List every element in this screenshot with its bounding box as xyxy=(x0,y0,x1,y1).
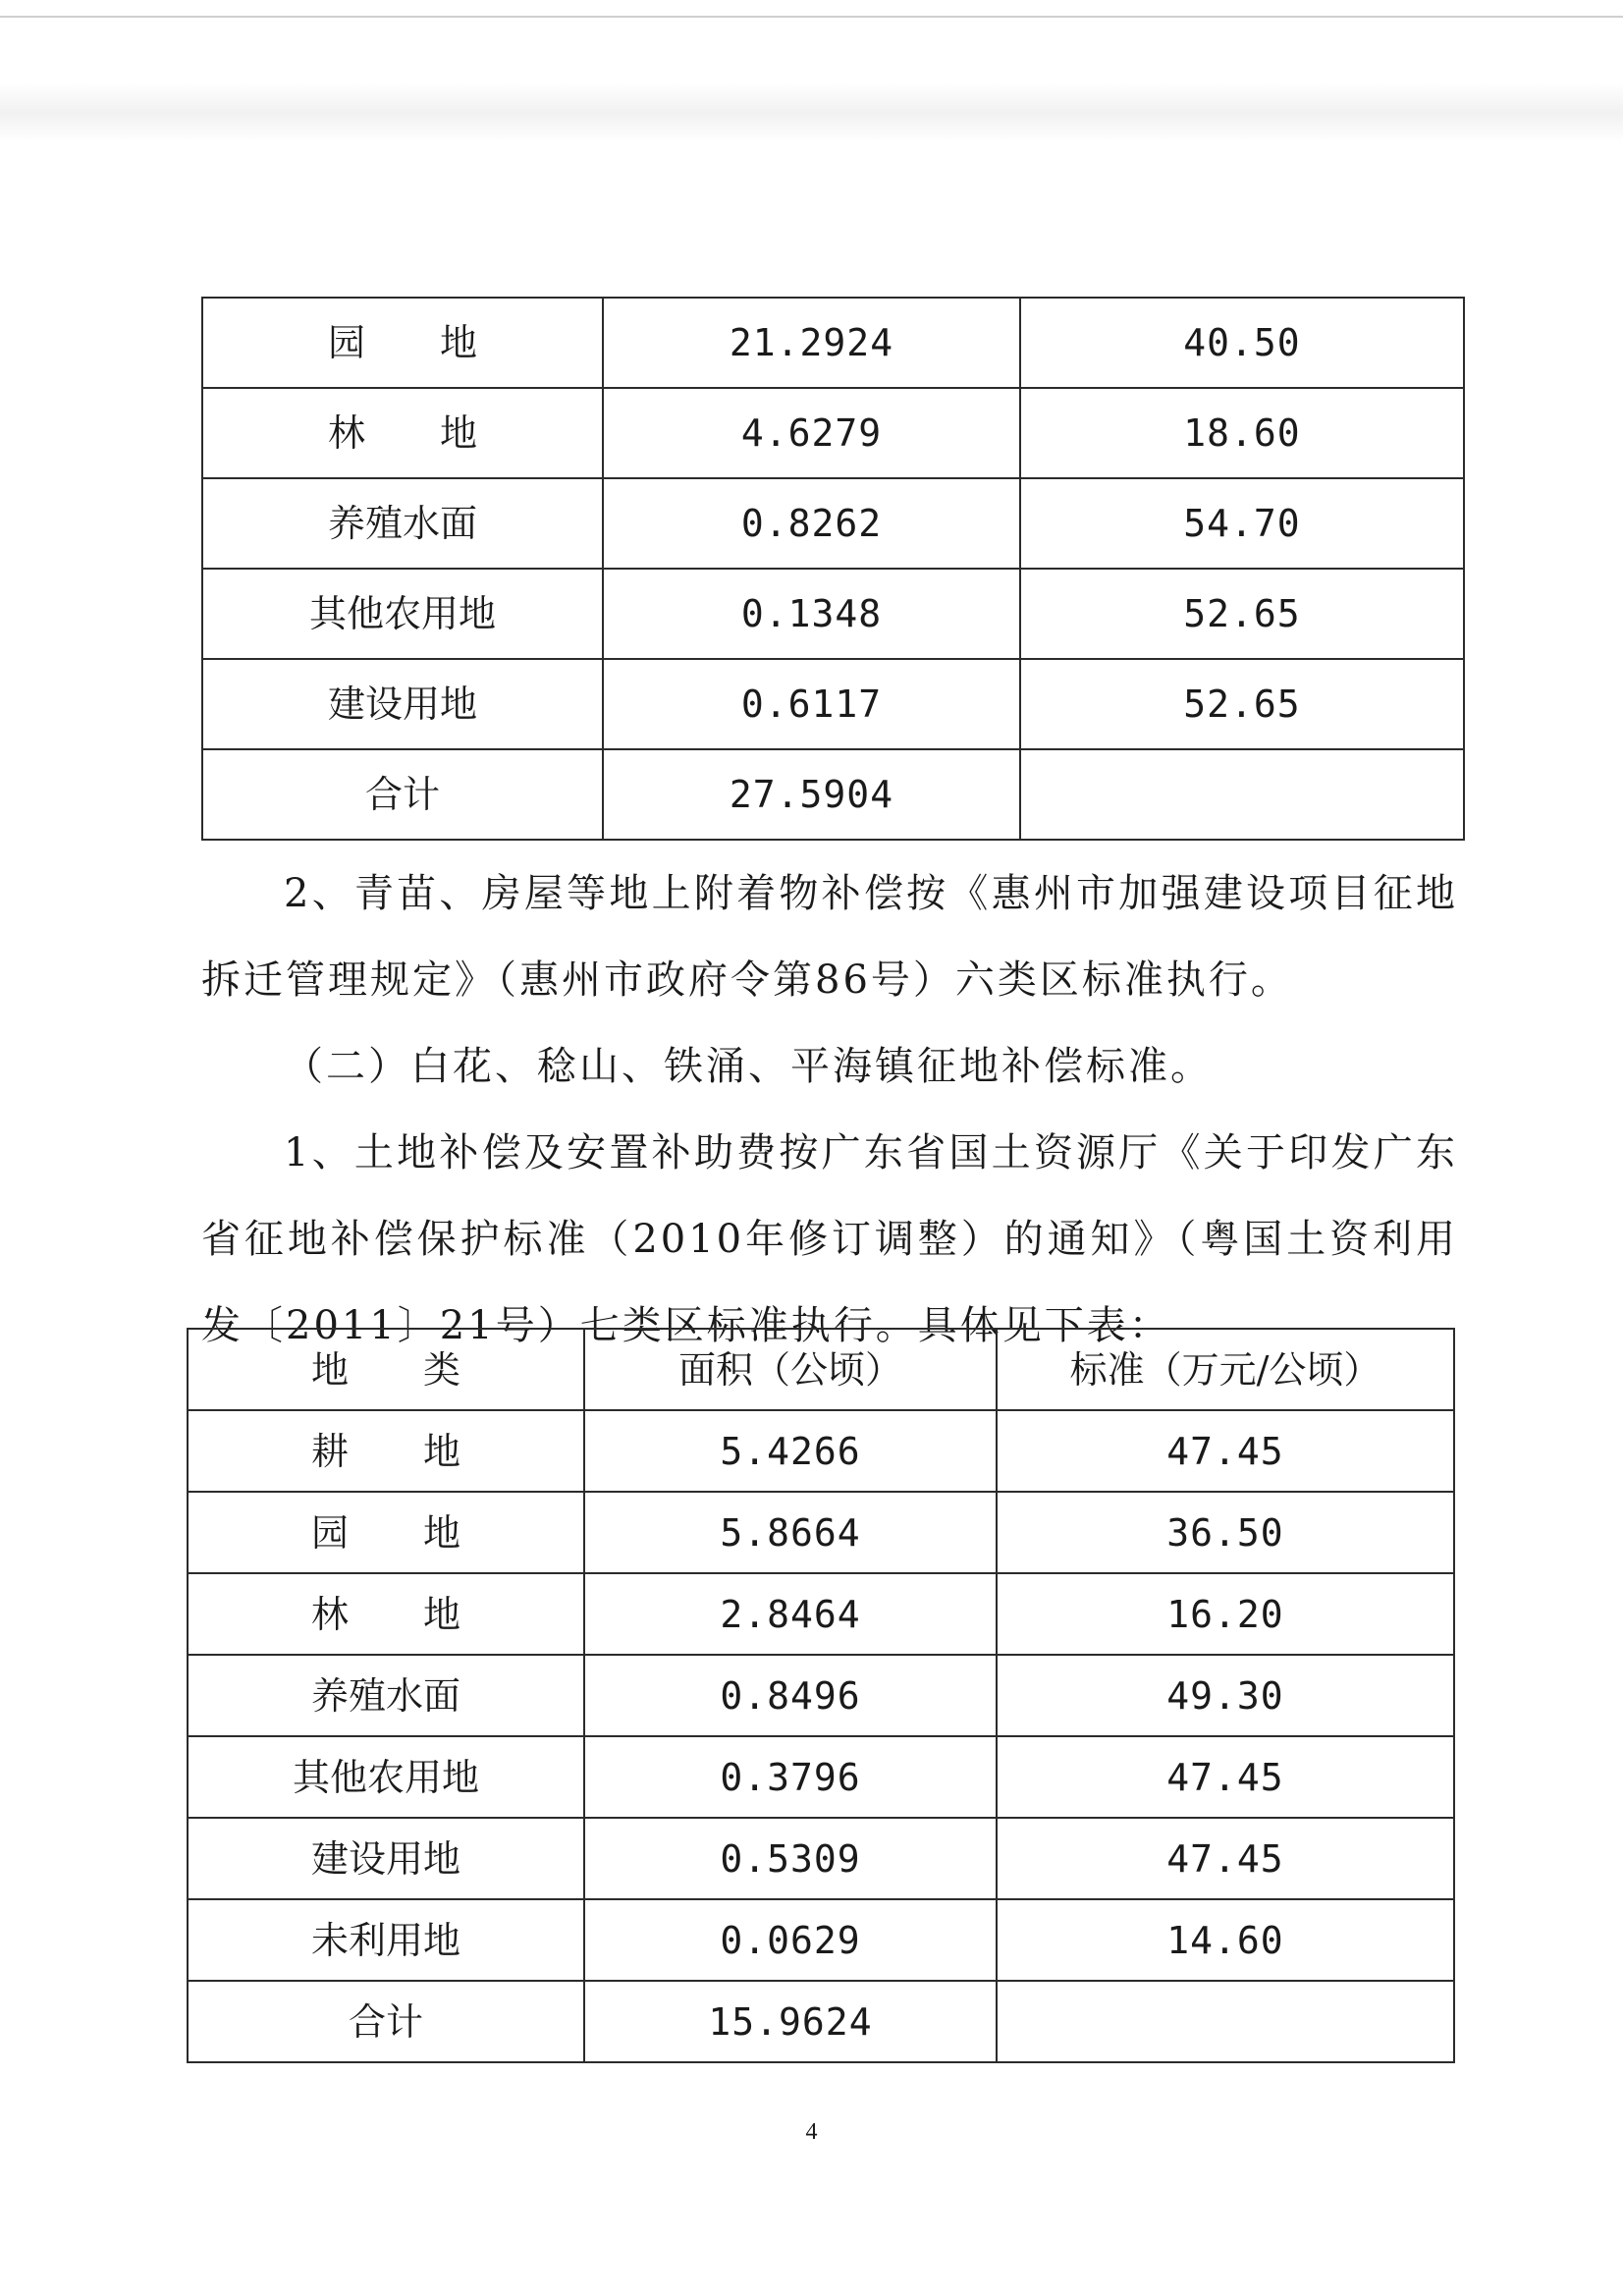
area-cell: 4.6279 xyxy=(603,388,1020,478)
standard-cell: 14.60 xyxy=(997,1899,1454,1981)
land-type-cell: 其他农用地 xyxy=(188,1736,584,1818)
standard-cell: 40.50 xyxy=(1020,298,1464,388)
table-row xyxy=(202,659,1464,749)
area-cell: 0.8496 xyxy=(584,1655,997,1736)
paragraph-attachment-compensation: 2、青苗、房屋等地上附着物补偿按《惠州市加强建设项目征地拆迁管理规定》（惠州市政府令第86号）六类区标准执行。 xyxy=(201,871,1458,1003)
header-land-type: 地 类 xyxy=(188,1329,584,1410)
section-heading-town-standards: （二）白花、稔山、铁涌、平海镇征地补偿标准。 xyxy=(284,1044,1213,1089)
standard-cell: 47.45 xyxy=(997,1818,1454,1899)
table-header-row xyxy=(188,1329,1454,1410)
area-cell: 0.0629 xyxy=(584,1899,997,1981)
paragraph-land-compensation: 1、土地补偿及安置补助费按广东省国土资源厅《关于印发广东省征地补偿保护标准（2010年修订调整）的通知》（粤国土资利用发〔2011〕21号）七类区标准执行。具体见下表： xyxy=(201,1130,1458,1348)
standard-cell: 18.60 xyxy=(1020,388,1464,478)
total-label-cell: 合计 xyxy=(202,749,603,840)
header-standard: 标准（万元/公顷） xyxy=(997,1329,1454,1410)
land-type-cell: 未利用地 xyxy=(188,1899,584,1981)
header-area: 面积（公顷） xyxy=(584,1329,997,1410)
area-cell: 0.6117 xyxy=(603,659,1020,749)
scan-noise-band xyxy=(0,83,1623,142)
area-cell: 2.8464 xyxy=(584,1573,997,1655)
area-cell: 0.3796 xyxy=(584,1736,997,1818)
table-row xyxy=(188,1655,1454,1736)
standard-cell: 52.65 xyxy=(1020,569,1464,659)
total-standard-cell xyxy=(1020,749,1464,840)
table-total-row xyxy=(202,749,1464,840)
land-type-cell: 养殖水面 xyxy=(202,478,603,569)
table-row xyxy=(202,388,1464,478)
land-type-cell: 耕 地 xyxy=(188,1410,584,1492)
standard-cell: 16.20 xyxy=(997,1573,1454,1655)
total-label-cell: 合计 xyxy=(188,1981,584,2062)
land-type-cell: 园 地 xyxy=(202,298,603,388)
table-total-row xyxy=(188,1981,1454,2062)
standard-cell: 47.45 xyxy=(997,1410,1454,1492)
compensation-table-towns xyxy=(187,1328,1455,2063)
table-row xyxy=(188,1818,1454,1899)
area-cell: 5.8664 xyxy=(584,1492,997,1573)
land-type-cell: 建设用地 xyxy=(202,659,603,749)
standard-cell: 49.30 xyxy=(997,1655,1454,1736)
table-row xyxy=(188,1899,1454,1981)
land-type-cell: 建设用地 xyxy=(188,1818,584,1899)
area-cell: 21.2924 xyxy=(603,298,1020,388)
table-row xyxy=(202,298,1464,388)
table-row xyxy=(188,1736,1454,1818)
standard-cell: 47.45 xyxy=(997,1736,1454,1818)
area-cell: 0.5309 xyxy=(584,1818,997,1899)
page-number: 4 xyxy=(805,2119,818,2145)
land-type-cell: 林 地 xyxy=(202,388,603,478)
total-area-cell: 27.5904 xyxy=(603,749,1020,840)
area-cell: 0.1348 xyxy=(603,569,1020,659)
land-type-cell: 园 地 xyxy=(188,1492,584,1573)
land-type-cell: 养殖水面 xyxy=(188,1655,584,1736)
table-row xyxy=(202,569,1464,659)
standard-cell: 52.65 xyxy=(1020,659,1464,749)
land-type-cell: 其他农用地 xyxy=(202,569,603,659)
table-row xyxy=(202,478,1464,569)
land-type-cell: 林 地 xyxy=(188,1573,584,1655)
standard-cell: 36.50 xyxy=(997,1492,1454,1573)
total-standard-cell xyxy=(997,1981,1454,2062)
table-row xyxy=(188,1573,1454,1655)
area-cell: 5.4266 xyxy=(584,1410,997,1492)
table-row xyxy=(188,1410,1454,1492)
scan-edge-line xyxy=(0,16,1623,18)
total-area-cell: 15.9624 xyxy=(584,1981,997,2062)
compensation-table-continued xyxy=(201,297,1465,841)
table-row xyxy=(188,1492,1454,1573)
area-cell: 0.8262 xyxy=(603,478,1020,569)
standard-cell: 54.70 xyxy=(1020,478,1464,569)
